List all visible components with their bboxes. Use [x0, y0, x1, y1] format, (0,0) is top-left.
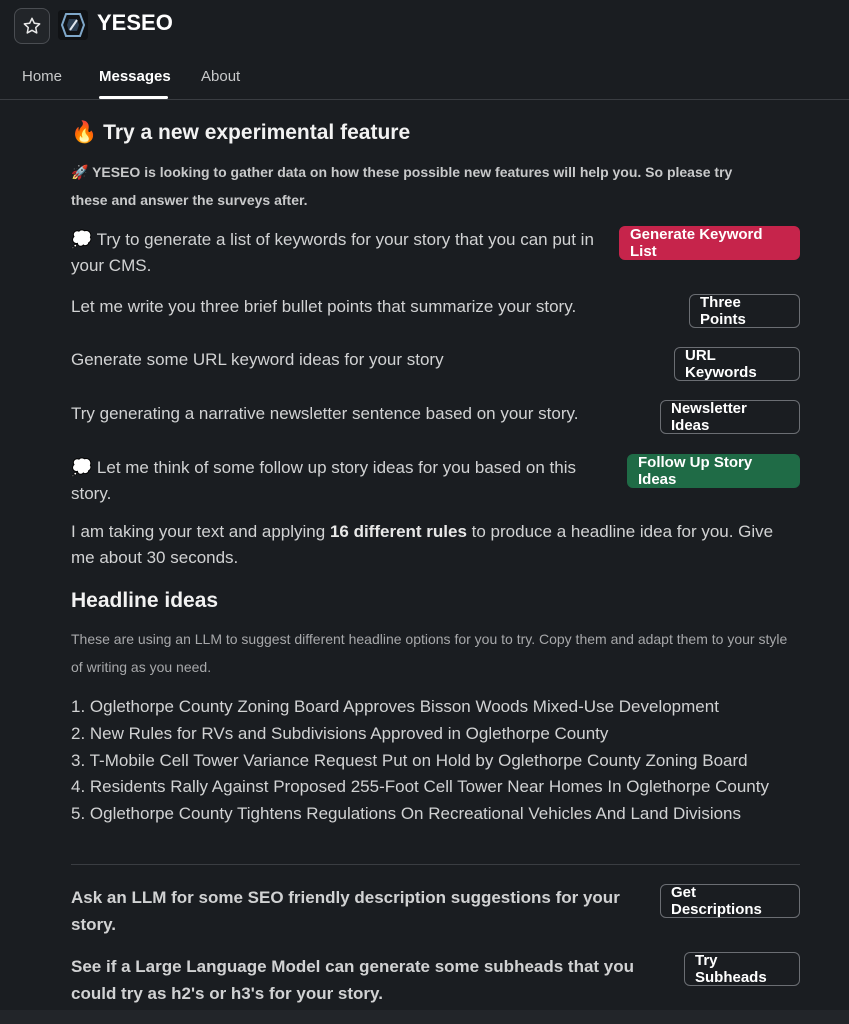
- active-tab-indicator: [99, 96, 168, 99]
- subheads-prompt: See if a Large Language Model can generate some subheads that you could try as h2's or h3's for your story.: [71, 957, 635, 1003]
- three-points-button[interactable]: Three Points: [689, 294, 800, 328]
- headline-ideas-heading: Headline ideas: [71, 589, 219, 612]
- follow-up-description: 💭 Let me think of some follow up story ideas for you based on this story.: [71, 458, 576, 503]
- thought-bubble-icon: 💭: [71, 458, 93, 477]
- star-icon: [22, 16, 42, 36]
- follow-up-story-ideas-button[interactable]: Follow Up Story Ideas: [627, 454, 800, 488]
- app-logo: [58, 10, 88, 40]
- tab-about[interactable]: About: [201, 68, 241, 85]
- list-item: 4. Residents Rally Against Proposed 255-Foot Cell Tower Near Homes In Oglethorpe County: [71, 777, 769, 797]
- url-keywords-button[interactable]: URL Keywords: [674, 347, 800, 381]
- feature-heading: 🔥 Try a new experimental feature: [71, 121, 411, 145]
- thought-bubble-icon: 💭: [71, 230, 93, 249]
- divider: [71, 864, 800, 865]
- three-points-description: Let me write you three brief bullet points that summarize your story.: [71, 297, 577, 316]
- list-item: 1. Oglethorpe County Zoning Board Approves Bisson Woods Mixed-Use Development: [71, 697, 719, 716]
- bottom-bar: [0, 1010, 849, 1024]
- generate-keyword-list-button[interactable]: Generate Keyword List: [619, 226, 800, 260]
- fire-icon: 🔥: [71, 121, 98, 145]
- get-descriptions-button[interactable]: Get Descriptions: [660, 884, 800, 918]
- processing-message: I am taking your text and applying 16 different rules to produce a headline idea for you. Give me about 30 seconds.: [71, 522, 774, 567]
- rules-count: 16 different rules: [329, 522, 467, 541]
- headline-list: [71, 694, 800, 828]
- favorite-button[interactable]: [14, 8, 50, 44]
- list-item: 3. T-Mobile Cell Tower Variance Request Put on Hold by Oglethorpe County Zoning Board: [71, 750, 748, 770]
- tab-messages[interactable]: Messages: [99, 68, 171, 85]
- rocket-icon: 🚀: [71, 164, 89, 180]
- try-subheads-button[interactable]: Try Subheads: [684, 952, 800, 986]
- list-item: 5. Oglethorpe County Tightens Regulations On Recreational Vehicles And Land Divisions: [71, 804, 742, 824]
- top-bar: [0, 0, 849, 50]
- newsletter-ideas-button[interactable]: Newsletter Ideas: [660, 400, 800, 434]
- list-item: 2. New Rules for RVs and Subdivisions Approved in Oglethorpe County: [71, 723, 609, 743]
- keyword-list-description: 💭 Try to generate a list of keywords for your story that you can put in your CMS.: [71, 230, 594, 275]
- headline-ideas-description: These are using an LLM to suggest different headline options for you to try. Copy them and adapt them to your style of writing as you need.: [71, 631, 788, 675]
- tab-bar: [0, 58, 849, 100]
- newsletter-description: Try generating a narrative newsletter sentence based on your story.: [71, 404, 579, 423]
- tab-home[interactable]: Home: [22, 68, 63, 85]
- app-title: YESEO: [97, 10, 173, 35]
- feature-intro: 🚀 YESEO is looking to gather data on how these possible new features will help you. So please try these and answer the surveys after.: [71, 164, 733, 208]
- url-keywords-description: Generate some URL keyword ideas for your story: [71, 350, 444, 369]
- descriptions-prompt: Ask an LLM for some SEO friendly description suggestions for your story.: [71, 888, 620, 934]
